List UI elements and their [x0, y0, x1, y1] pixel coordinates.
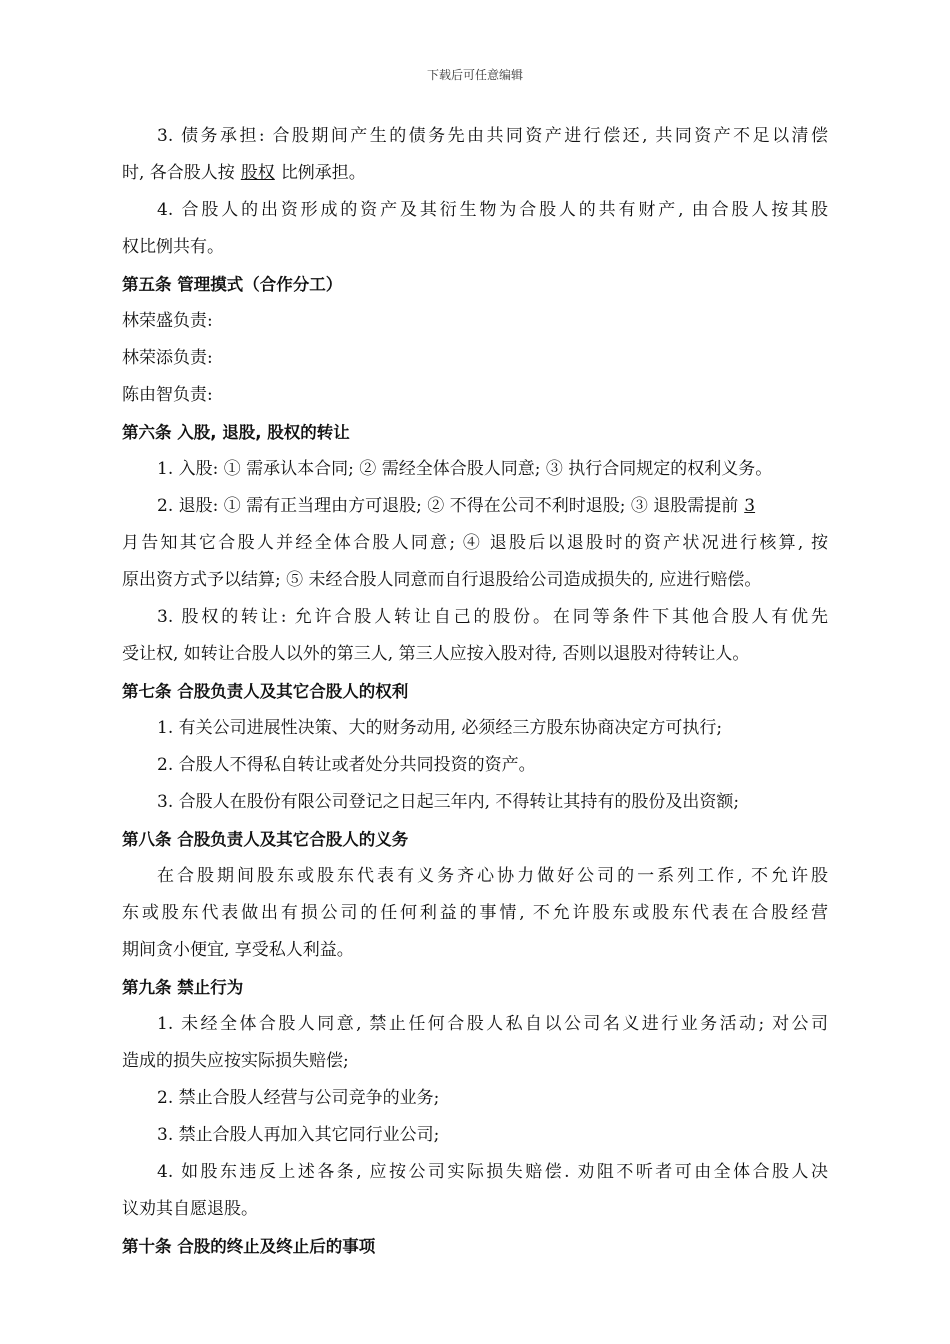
art9-item-3: 3. 禁止合股人再加入其它同行业公司;	[157, 1125, 440, 1145]
art6-transfer-line-2: 受让权, 如转让合股人以外的第三人, 第三人应按入股对待, 否则以退股对待转让人。	[122, 644, 750, 664]
clause-debt-prefix: 时, 各合股人按	[122, 163, 235, 183]
article-8-heading: 第八条 合股负责人及其它合股人的义务	[122, 830, 409, 849]
art7-item-3: 3. 合股人在股份有限公司登记之日起三年内, 不得转让其持有的股份及出资额;	[157, 792, 740, 812]
art9-item-4-line-2: 议劝其自愿退股。	[122, 1199, 258, 1219]
article-5-heading: 第五条 管理摸式（合作分工）	[122, 275, 343, 294]
page-header-note: 下载后可任意编辑	[426, 68, 523, 82]
duty-line-1: 林荣盛负责:	[122, 311, 213, 331]
clause-debt-line-1: 3. 债务承担: 合股期间产生的债务先由共同资产进行偿还, 共同资产不足以清偿	[157, 126, 828, 146]
clause-assets-line-1: 4. 合股人的出资形成的资产及其衍生物为合股人的共有财产, 由合股人按其股	[157, 200, 828, 220]
art9-item-1-line-1: 1. 未经全体合股人同意, 禁止任何合股人私自以公司名义进行业务活动; 对公司	[157, 1014, 828, 1034]
art8-line-1: 在合股期间股东或股东代表有义务齐心协力做好公司的一系列工作, 不允许股	[157, 866, 828, 886]
art7-item-1: 1. 有关公司进展性决策、大的财务动用, 必须经三方股东协商决定方可执行;	[157, 718, 723, 738]
share-basis-blank: 股权	[240, 163, 275, 183]
notice-months-blank: 3	[744, 496, 756, 516]
article-10-heading: 第十条 合股的终止及终止后的事项	[122, 1237, 376, 1256]
duty-line-3: 陈由智负责:	[122, 385, 213, 405]
art6-withdraw-line-1	[122, 488, 828, 525]
art9-item-2: 2. 禁止合股人经营与公司竞争的业务;	[157, 1088, 440, 1108]
art6-withdraw-line-3: 原出资方式予以结算; ⑤ 未经合股人同意而自行退股给公司造成损失的, 应进行赔偿。	[122, 570, 762, 590]
art6-withdraw-line-2: 月告知其它合股人并经全体合股人同意; ④ 退股后以退股时的资产状况进行核算, 按	[122, 533, 828, 553]
clause-debt-line-2	[122, 155, 828, 192]
art6-withdraw-text: 2. 退股: ① 需有正当理由方可退股; ② 不得在公司不利时退股; ③ 退股需提前	[157, 496, 739, 516]
art9-item-4-line-1: 4. 如股东违反上述各条, 应按公司实际损失赔偿. 劝阻不听者可由全体合股人决	[157, 1162, 828, 1182]
clause-debt-suffix: 比例承担。	[280, 163, 366, 183]
art7-item-2: 2. 合股人不得私自转让或者处分共同投资的资产。	[157, 755, 536, 775]
art6-transfer-line-1: 3. 股权的转让: 允许合股人转让自己的股份。在同等条件下其他合股人有优先	[157, 607, 828, 627]
art8-line-3: 期间贪小便宜, 享受私人利益。	[122, 940, 354, 960]
article-7-heading: 第七条 合股负责人及其它合股人的权利	[122, 682, 409, 701]
duty-line-2: 林荣添负责:	[122, 348, 213, 368]
art8-line-2: 东或股东代表做出有损公司的任何利益的事情, 不允许股东或股东代表在合股经营	[122, 903, 828, 923]
art9-item-1-line-2: 造成的损失应按实际损失赔偿;	[122, 1051, 349, 1071]
contract-body	[122, 118, 828, 1265]
art6-join-clause: 1. 入股: ① 需承认本合同; ② 需经全体合股人同意; ③ 执行合同规定的权利义务。	[157, 459, 773, 479]
clause-assets-line-2: 权比例共有。	[122, 237, 224, 257]
article-6-heading: 第六条 入股, 退股, 股权的转让	[122, 423, 350, 442]
article-9-heading: 第九条 禁止行为	[122, 978, 244, 997]
